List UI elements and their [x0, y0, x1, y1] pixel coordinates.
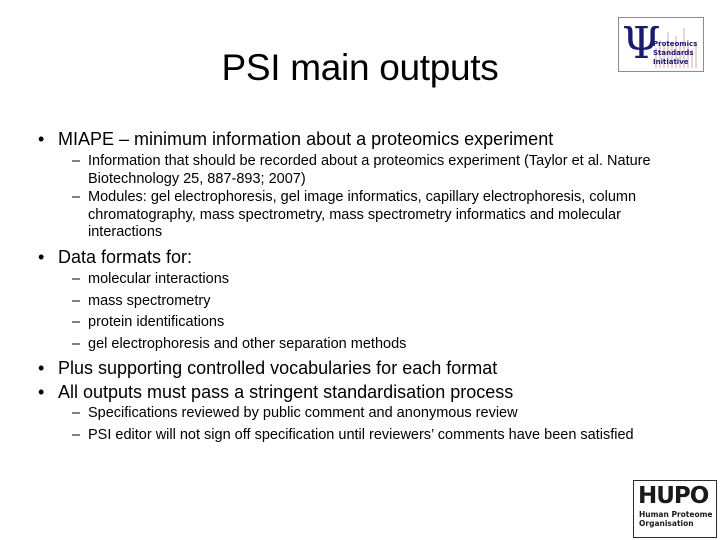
bullet-symbol: • [38, 382, 45, 402]
dash-symbol: – [72, 427, 81, 443]
sub-bullet-item [72, 293, 672, 311]
bullet-text: All outputs must pass a stringent standardisation process [58, 382, 514, 402]
dash-symbol: – [72, 335, 81, 352]
sub-bullet-item [72, 427, 672, 445]
sub-bullet-text: molecular interactions [88, 271, 230, 287]
sub-bullet-text: protein identifications [88, 314, 225, 330]
sub-bullet-item [72, 336, 672, 354]
bullet-item [38, 357, 678, 379]
sub-bullet-text: gel electrophoresis and other separation methods [88, 335, 407, 352]
bullet-item [38, 128, 678, 150]
dash-symbol: – [72, 153, 81, 169]
sub-bullet-item [72, 314, 672, 332]
hupo-logo [633, 480, 717, 538]
sub-bullet-item [72, 271, 672, 289]
psi-logo-line-3: Initiative [653, 58, 689, 66]
slide-title: PSI main outputs [221, 47, 499, 88]
hupo-logo-line-2: Organisation [639, 519, 694, 528]
bullet-symbol: • [38, 129, 45, 149]
psi-symbol: Ψ [622, 18, 661, 69]
hupo-logo-word: HUPO [638, 483, 709, 509]
sub-bullet-item [72, 405, 672, 423]
bullet-symbol: • [38, 358, 45, 378]
hupo-logo-text [639, 510, 713, 528]
psi-logo-line-1: Proteomics [653, 40, 698, 48]
dash-symbol: – [72, 189, 81, 205]
dash-symbol: – [72, 271, 81, 287]
sub-bullet-item [72, 189, 672, 242]
bullet-text: MIAPE – minimum information about a proteomics experiment [58, 129, 554, 149]
bullet-text: Data formats for: [58, 247, 193, 267]
sub-bullet-item [72, 153, 672, 188]
bullet-symbol: • [38, 247, 45, 267]
bullet-text: Plus supporting controlled vocabularies for each format [58, 358, 498, 378]
sub-bullet-text: PSI editor will not sign off specification until reviewers’ comments have been satisfied [88, 427, 634, 443]
bullet-item [38, 381, 678, 403]
sub-bullet-text: Information that should be recorded about a proteomics experiment (Taylor et al. Nature Biotechnology 25, 887-893; 2007) [88, 153, 651, 187]
dash-symbol: – [72, 314, 81, 330]
sub-bullet-text: Specifications reviewed by public comment and anonymous review [88, 405, 518, 421]
sub-bullet-text: Modules: gel electrophoresis, gel image informatics, capillary electrophoresis, column chromatography, mass spectrometry, mass spectrometry informatics and molecular interactions [88, 189, 637, 240]
sub-bullet-text: mass spectrometry [88, 292, 211, 309]
bullet-item [38, 246, 678, 268]
psi-logo-text [653, 40, 704, 67]
psi-logo-line-2: Standards [653, 49, 694, 57]
dash-symbol: – [72, 292, 81, 309]
dash-symbol: – [72, 405, 81, 421]
psi-logo [618, 17, 704, 72]
hupo-logo-line-1: Human Proteome [639, 510, 713, 519]
